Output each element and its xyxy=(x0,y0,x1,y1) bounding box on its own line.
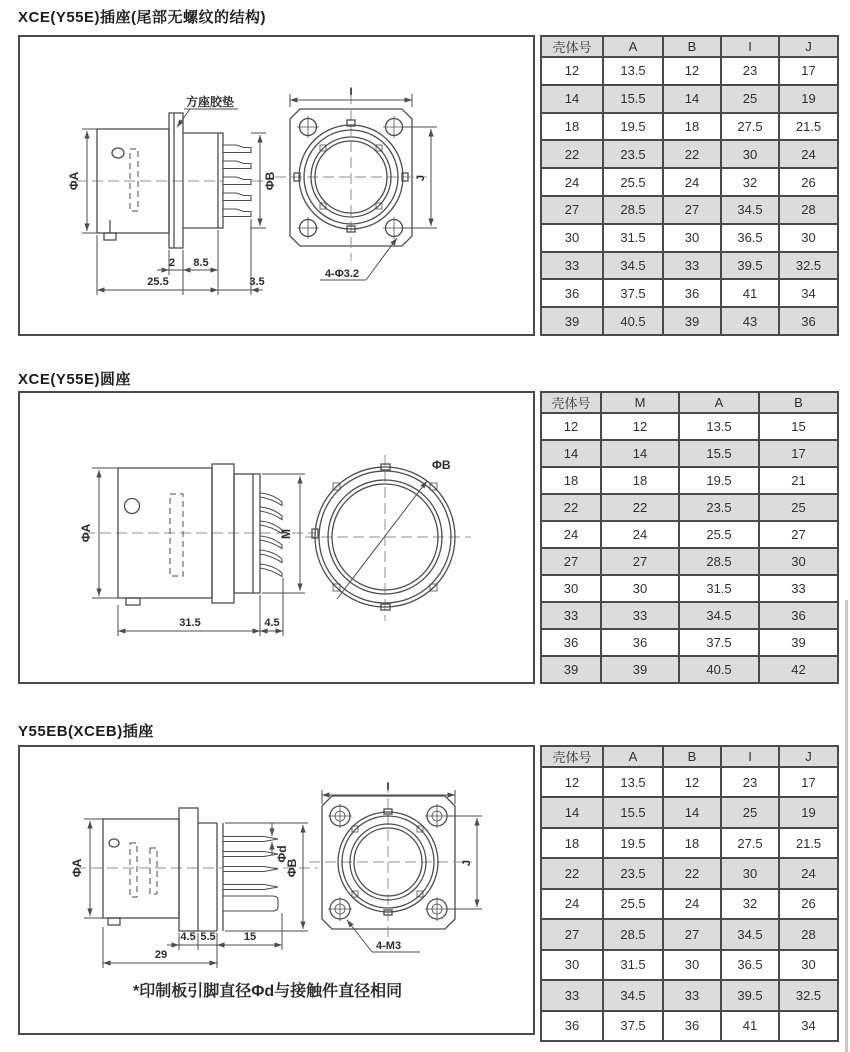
section-title-3: Y55EB(XCEB)插座 xyxy=(18,723,154,740)
table-cell: 22 xyxy=(541,140,603,168)
table-cell: 26 xyxy=(779,168,838,196)
column-header: M xyxy=(601,392,679,413)
side-view xyxy=(79,464,316,636)
dim-label-phiD: Φd xyxy=(275,845,289,863)
table-row xyxy=(541,828,838,858)
table-cell: 18 xyxy=(663,113,721,141)
table-cell: 34.5 xyxy=(721,196,779,224)
table-cell: 18 xyxy=(541,113,603,141)
table-row xyxy=(541,196,838,224)
table-cell: 32.5 xyxy=(779,252,838,280)
table-cell: 23.5 xyxy=(603,858,663,888)
table-cell: 39.5 xyxy=(721,980,779,1010)
table-row xyxy=(541,494,838,521)
table-row xyxy=(541,140,838,168)
table-cell: 19 xyxy=(779,797,838,827)
drawing-box-1 xyxy=(18,35,535,336)
table-cell: 36 xyxy=(541,629,601,656)
dim-label-phiA: ΦA xyxy=(70,858,84,878)
callout-label: 方座胶垫 xyxy=(186,95,235,109)
section-title-1: XCE(Y55E)插座(尾部无螺纹的结构) xyxy=(18,9,267,26)
table-header-row xyxy=(541,746,838,767)
drawing-box-2 xyxy=(18,391,535,684)
table-cell: 25.5 xyxy=(679,521,759,548)
table-cell: 23.5 xyxy=(679,494,759,521)
table-cell: 25 xyxy=(721,85,779,113)
table-cell: 33 xyxy=(541,980,603,1010)
dim-label-phiA: ΦA xyxy=(79,523,93,543)
table-cell: 30 xyxy=(779,950,838,980)
table-cell: 14 xyxy=(541,797,603,827)
table-row xyxy=(541,252,838,280)
table-cell: 39 xyxy=(541,307,603,335)
table-cell: 18 xyxy=(601,467,679,494)
dim-label-35: 3.5 xyxy=(249,276,265,288)
column-header: 壳体号 xyxy=(541,392,601,413)
dim-label-45: 4.5 xyxy=(264,617,280,629)
table-cell: 24 xyxy=(779,858,838,888)
dim-label-J: J xyxy=(415,174,427,182)
table-cell: 41 xyxy=(721,279,779,307)
table-row xyxy=(541,548,838,575)
side-view xyxy=(70,808,402,1000)
table-row xyxy=(541,889,838,919)
front-view xyxy=(275,86,437,280)
dim-label-15: 15 xyxy=(243,931,257,943)
dim-label-55: 5.5 xyxy=(200,931,216,943)
table-cell: 36 xyxy=(541,1011,603,1042)
table-cell: 27 xyxy=(541,196,603,224)
table-row xyxy=(541,168,838,196)
table-cell: 28.5 xyxy=(603,919,663,949)
column-header: B xyxy=(663,36,721,57)
table-cell: 27 xyxy=(663,196,721,224)
side-view xyxy=(67,94,277,295)
table-cell: 37.5 xyxy=(679,629,759,656)
dim-label-I: I xyxy=(386,781,390,793)
table-header-row xyxy=(541,36,838,57)
table-cell: 36 xyxy=(541,279,603,307)
table-cell: 33 xyxy=(541,602,601,629)
dim-label-315: 31.5 xyxy=(179,617,201,629)
column-header: B xyxy=(663,746,721,767)
table-cell: 39.5 xyxy=(721,252,779,280)
table-row xyxy=(541,797,838,827)
table-cell: 30 xyxy=(759,548,838,575)
table-row xyxy=(541,767,838,797)
dim-label-phiB: ΦB xyxy=(263,171,277,191)
column-header: J xyxy=(779,746,838,767)
table-cell: 43 xyxy=(721,307,779,335)
table-cell: 30 xyxy=(541,575,601,602)
table-cell: 31.5 xyxy=(603,950,663,980)
table-row xyxy=(541,85,838,113)
table-cell: 28.5 xyxy=(679,548,759,575)
dim-label-phiB: ΦB xyxy=(285,858,299,878)
table-3-wrap xyxy=(540,745,839,1042)
table-cell: 27 xyxy=(663,919,721,949)
table-cell: 36 xyxy=(759,602,838,629)
table-cell: 30 xyxy=(601,575,679,602)
table-cell: 34.5 xyxy=(603,980,663,1010)
technical-drawing-3 xyxy=(20,747,533,1033)
column-header: B xyxy=(759,392,838,413)
table-cell: 17 xyxy=(779,767,838,797)
table-cell: 27.5 xyxy=(721,113,779,141)
column-header: I xyxy=(721,36,779,57)
table-cell: 30 xyxy=(663,950,721,980)
table-cell: 24 xyxy=(541,168,603,196)
table-cell: 12 xyxy=(663,767,721,797)
table-cell: 25 xyxy=(721,797,779,827)
table-cell: 27 xyxy=(759,521,838,548)
table-cell: 17 xyxy=(779,57,838,85)
table-cell: 28 xyxy=(779,196,838,224)
column-header: A xyxy=(603,746,663,767)
table-cell: 14 xyxy=(663,85,721,113)
drawing-box-3 xyxy=(18,745,535,1035)
table-cell: 14 xyxy=(601,440,679,467)
table-cell: 25.5 xyxy=(603,168,663,196)
front-view xyxy=(305,455,471,621)
holes-label: 4-M3 xyxy=(376,940,402,952)
table-cell: 18 xyxy=(663,828,721,858)
table-cell: 18 xyxy=(541,828,603,858)
table-cell: 12 xyxy=(541,57,603,85)
table-cell: 31.5 xyxy=(603,224,663,252)
table-cell: 21 xyxy=(759,467,838,494)
table-row xyxy=(541,224,838,252)
table-cell: 36 xyxy=(663,1011,721,1042)
table-2-wrap xyxy=(540,391,839,684)
table-cell: 34.5 xyxy=(603,252,663,280)
section-title-2: XCE(Y55E)圆座 xyxy=(18,371,132,388)
table-cell: 30 xyxy=(541,224,603,252)
table-cell: 19.5 xyxy=(603,828,663,858)
table-cell: 14 xyxy=(541,85,603,113)
table-cell: 27 xyxy=(541,548,601,575)
column-header: A xyxy=(679,392,759,413)
column-header: J xyxy=(779,36,838,57)
table-cell: 12 xyxy=(541,413,601,440)
dim-label-2: 2 xyxy=(168,257,176,269)
table-cell: 15.5 xyxy=(603,797,663,827)
table-cell: 13.5 xyxy=(679,413,759,440)
table-row xyxy=(541,467,838,494)
table-cell: 12 xyxy=(663,57,721,85)
table-cell: 40.5 xyxy=(679,656,759,683)
table-cell: 33 xyxy=(541,252,603,280)
table-cell: 31.5 xyxy=(679,575,759,602)
table-cell: 21.5 xyxy=(779,828,838,858)
table-cell: 33 xyxy=(663,980,721,1010)
table-row xyxy=(541,919,838,949)
technical-drawing-2 xyxy=(20,393,533,682)
dim-label-M: M xyxy=(279,529,293,539)
table-cell: 22 xyxy=(541,494,601,521)
table-row xyxy=(541,1011,838,1042)
column-header: I xyxy=(721,746,779,767)
dim-label-45: 4.5 xyxy=(180,931,196,943)
table-cell: 30 xyxy=(721,858,779,888)
table-cell: 30 xyxy=(663,224,721,252)
table-cell: 39 xyxy=(759,629,838,656)
table-cell: 15.5 xyxy=(603,85,663,113)
dim-label-phiB: ΦB xyxy=(432,458,451,472)
table-cell: 14 xyxy=(541,440,601,467)
table-cell: 21.5 xyxy=(779,113,838,141)
table-cell: 36 xyxy=(779,307,838,335)
table-cell: 12 xyxy=(541,767,603,797)
table-cell: 19.5 xyxy=(603,113,663,141)
table-row xyxy=(541,57,838,85)
table-row xyxy=(541,575,838,602)
table-cell: 39 xyxy=(541,656,601,683)
table-row xyxy=(541,279,838,307)
table-cell: 25 xyxy=(759,494,838,521)
table-row xyxy=(541,602,838,629)
dimension-table-2 xyxy=(540,391,839,684)
dim-label-255: 25.5 xyxy=(147,276,169,288)
table-row xyxy=(541,656,838,683)
table-cell: 36.5 xyxy=(721,950,779,980)
technical-drawing-1 xyxy=(20,37,533,334)
column-header: A xyxy=(603,36,663,57)
table-cell: 39 xyxy=(663,307,721,335)
table-row xyxy=(541,858,838,888)
table-cell: 41 xyxy=(721,1011,779,1042)
table-cell: 24 xyxy=(663,168,721,196)
table-cell: 24 xyxy=(601,521,679,548)
table-cell: 18 xyxy=(541,467,601,494)
dimension-table-1 xyxy=(540,35,839,336)
table-cell: 34.5 xyxy=(679,602,759,629)
table-cell: 32.5 xyxy=(779,980,838,1010)
table-cell: 22 xyxy=(541,858,603,888)
table-cell: 24 xyxy=(663,889,721,919)
table-row xyxy=(541,113,838,141)
dim-label-J: J xyxy=(461,859,473,867)
front-view xyxy=(309,781,482,952)
table-cell: 30 xyxy=(721,140,779,168)
table-cell: 12 xyxy=(601,413,679,440)
table-cell: 19.5 xyxy=(679,467,759,494)
dim-label-phiA: ΦA xyxy=(67,171,81,191)
table-row xyxy=(541,521,838,548)
table-cell: 34 xyxy=(779,1011,838,1042)
table-cell: 22 xyxy=(601,494,679,521)
table-cell: 26 xyxy=(779,889,838,919)
table-cell: 33 xyxy=(663,252,721,280)
dimension-table-3 xyxy=(540,745,839,1042)
scrollbar[interactable] xyxy=(845,600,848,1052)
table-cell: 32 xyxy=(721,168,779,196)
table-cell: 15.5 xyxy=(679,440,759,467)
column-header: 壳体号 xyxy=(541,36,603,57)
table-cell: 24 xyxy=(541,889,603,919)
table-cell: 24 xyxy=(779,140,838,168)
table-cell: 24 xyxy=(541,521,601,548)
table-cell: 37.5 xyxy=(603,1011,663,1042)
table-row xyxy=(541,307,838,335)
table-row xyxy=(541,950,838,980)
dim-label-85: 8.5 xyxy=(193,257,209,269)
table-header-row xyxy=(541,392,838,413)
table-cell: 17 xyxy=(759,440,838,467)
table-cell: 33 xyxy=(759,575,838,602)
column-header: 壳体号 xyxy=(541,746,603,767)
table-1-wrap xyxy=(540,35,839,336)
table-cell: 22 xyxy=(663,858,721,888)
table-cell: 23 xyxy=(721,767,779,797)
table-cell: 27 xyxy=(601,548,679,575)
table-row xyxy=(541,413,838,440)
table-cell: 14 xyxy=(663,797,721,827)
table-cell: 34 xyxy=(779,279,838,307)
table-row xyxy=(541,629,838,656)
dim-label-I: I xyxy=(349,86,353,98)
table-cell: 28 xyxy=(779,919,838,949)
table-cell: 30 xyxy=(779,224,838,252)
table-cell: 23.5 xyxy=(603,140,663,168)
dim-label-29: 29 xyxy=(154,949,168,961)
footnote: *印制板引脚直径Φd与接触件直径相同 xyxy=(133,983,403,1000)
table-cell: 23 xyxy=(721,57,779,85)
table-cell: 36 xyxy=(601,629,679,656)
table-cell: 28.5 xyxy=(603,196,663,224)
table-cell: 13.5 xyxy=(603,57,663,85)
table-cell: 42 xyxy=(759,656,838,683)
table-cell: 32 xyxy=(721,889,779,919)
table-cell: 36.5 xyxy=(721,224,779,252)
table-cell: 25.5 xyxy=(603,889,663,919)
table-cell: 39 xyxy=(601,656,679,683)
table-cell: 13.5 xyxy=(603,767,663,797)
table-cell: 27 xyxy=(541,919,603,949)
table-cell: 27.5 xyxy=(721,828,779,858)
table-cell: 37.5 xyxy=(603,279,663,307)
holes-label: 4-Φ3.2 xyxy=(324,268,360,280)
table-row xyxy=(541,980,838,1010)
table-cell: 33 xyxy=(601,602,679,629)
table-cell: 40.5 xyxy=(603,307,663,335)
table-cell: 34.5 xyxy=(721,919,779,949)
table-cell: 19 xyxy=(779,85,838,113)
table-cell: 36 xyxy=(663,279,721,307)
table-row xyxy=(541,440,838,467)
table-cell: 30 xyxy=(541,950,603,980)
table-cell: 15 xyxy=(759,413,838,440)
table-cell: 22 xyxy=(663,140,721,168)
